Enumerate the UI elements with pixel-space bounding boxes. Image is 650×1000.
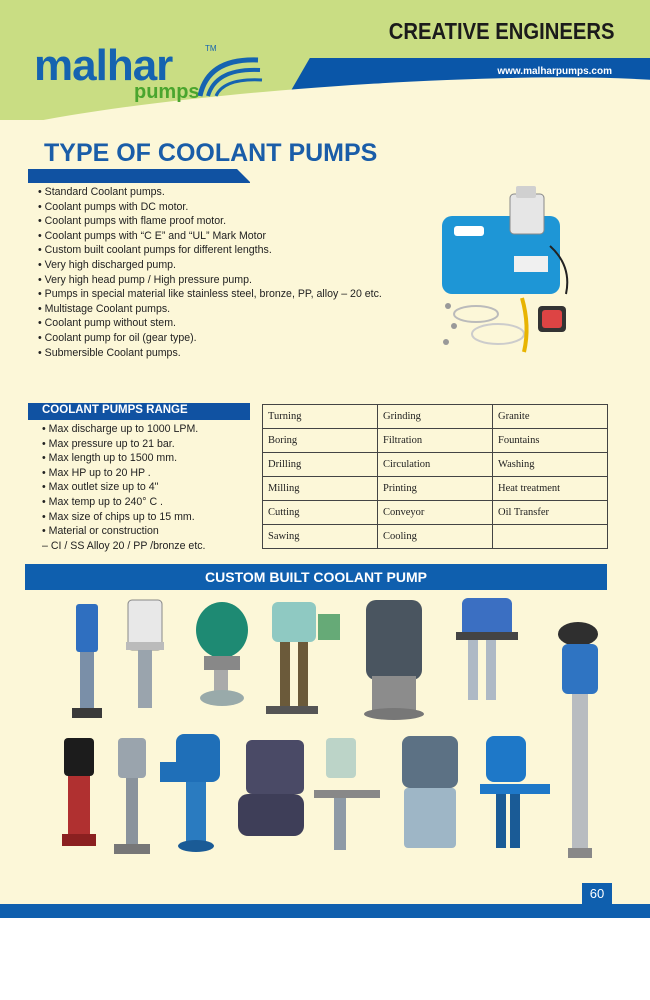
list-item: • Coolant pumps with DC motor. bbox=[38, 200, 382, 215]
table-cell: Filtration bbox=[378, 429, 493, 453]
pump-image bbox=[126, 600, 164, 708]
list-item: • Very high discharged pump. bbox=[38, 258, 382, 273]
list-item: • Coolant pump for oil (gear type). bbox=[38, 331, 382, 346]
table-cell: Cooling bbox=[378, 525, 493, 549]
table-cell: Fountains bbox=[493, 429, 608, 453]
table-row bbox=[263, 405, 608, 429]
pump-image bbox=[480, 736, 550, 848]
table-row bbox=[263, 477, 608, 501]
list-item: • Max temp up to 240° C . bbox=[42, 495, 206, 510]
pump-image bbox=[402, 736, 458, 848]
list-item: • Max size of chips up to 15 mm. bbox=[42, 510, 206, 525]
pump-image bbox=[238, 740, 304, 836]
list-item: • Material or construction bbox=[42, 524, 206, 539]
table-cell bbox=[493, 525, 608, 549]
pump-image bbox=[364, 600, 424, 720]
table-row bbox=[263, 525, 608, 549]
table-cell: Oil Transfer bbox=[493, 501, 608, 525]
pump-image bbox=[114, 738, 150, 854]
list-item: • Custom built coolant pumps for different lengths. bbox=[38, 243, 382, 258]
pump-image bbox=[72, 604, 102, 718]
list-item: • Max outlet size up to 4" bbox=[42, 480, 206, 495]
table-cell: Sawing bbox=[263, 525, 378, 549]
pump-image bbox=[558, 622, 598, 858]
table-cell: Granite bbox=[493, 405, 608, 429]
table-cell: Heat treatment bbox=[493, 477, 608, 501]
table-cell: Boring bbox=[263, 429, 378, 453]
table-row bbox=[263, 501, 608, 525]
page-margin bbox=[0, 918, 650, 1000]
table-cell: Conveyor bbox=[378, 501, 493, 525]
logo-wordmark: malhar bbox=[34, 41, 173, 90]
table-cell: Cutting bbox=[263, 501, 378, 525]
list-item: • Max HP up to 20 HP . bbox=[42, 466, 206, 481]
list-item: • Coolant pumps with “C E” and “UL” Mark Motor bbox=[38, 229, 382, 244]
footer-bar bbox=[0, 904, 650, 918]
list-item-continuation: – CI / SS Alloy 20 / PP /bronze etc. bbox=[42, 539, 206, 552]
range-title: COOLANT PUMPS RANGE bbox=[42, 404, 188, 416]
table-cell: Grinding bbox=[378, 405, 493, 429]
logo-swoosh-icon bbox=[198, 52, 268, 98]
list-item: • Standard Coolant pumps. bbox=[38, 185, 382, 200]
list-item: • Max length up to 1500 mm. bbox=[42, 451, 206, 466]
list-item: • Very high head pump / High pressure pump. bbox=[38, 273, 382, 288]
pump-image bbox=[196, 602, 248, 706]
table-cell: Circulation bbox=[378, 453, 493, 477]
list-item: • Max discharge up to 1000 LPM. bbox=[42, 422, 206, 437]
features-list bbox=[38, 185, 382, 360]
coolant-tank-pump-image bbox=[438, 186, 574, 358]
table-cell: Turning bbox=[263, 405, 378, 429]
custom-pump-title: CUSTOM BUILT COOLANT PUMP bbox=[205, 569, 427, 585]
range-list bbox=[42, 422, 206, 553]
page-number: 60 bbox=[582, 883, 612, 904]
list-item: • Coolant pump without stem. bbox=[38, 316, 382, 331]
applications-table bbox=[262, 404, 608, 549]
list-item: • Submersible Coolant pumps. bbox=[38, 346, 382, 361]
pump-image bbox=[314, 738, 380, 850]
list-item: • Multistage Coolant pumps. bbox=[38, 302, 382, 317]
company-name: CREATIVE ENGINEERS bbox=[388, 18, 614, 44]
logo-trademark: TM bbox=[205, 44, 217, 53]
table-cell: Drilling bbox=[263, 453, 378, 477]
pump-image bbox=[456, 598, 518, 700]
table-cell: Milling bbox=[263, 477, 378, 501]
pump-image bbox=[160, 734, 220, 852]
table-cell: Printing bbox=[378, 477, 493, 501]
table-cell: Washing bbox=[493, 453, 608, 477]
pump-image bbox=[266, 602, 340, 714]
list-item: • Coolant pumps with flame proof motor. bbox=[38, 214, 382, 229]
section-title: TYPE OF COOLANT PUMPS bbox=[44, 139, 378, 167]
list-item: • Pumps in special material like stainless steel, bronze, PP, alloy – 20 etc. bbox=[38, 287, 382, 302]
custom-pump-gallery bbox=[0, 590, 650, 890]
table-row bbox=[263, 429, 608, 453]
title-underline-bar bbox=[28, 169, 250, 183]
pump-image bbox=[62, 738, 96, 846]
logo-subtitle: pumps bbox=[134, 81, 200, 103]
table-row bbox=[263, 453, 608, 477]
website-link[interactable]: www.malharpumps.com bbox=[497, 66, 612, 77]
list-item: • Max pressure up to 21 bar. bbox=[42, 437, 206, 452]
